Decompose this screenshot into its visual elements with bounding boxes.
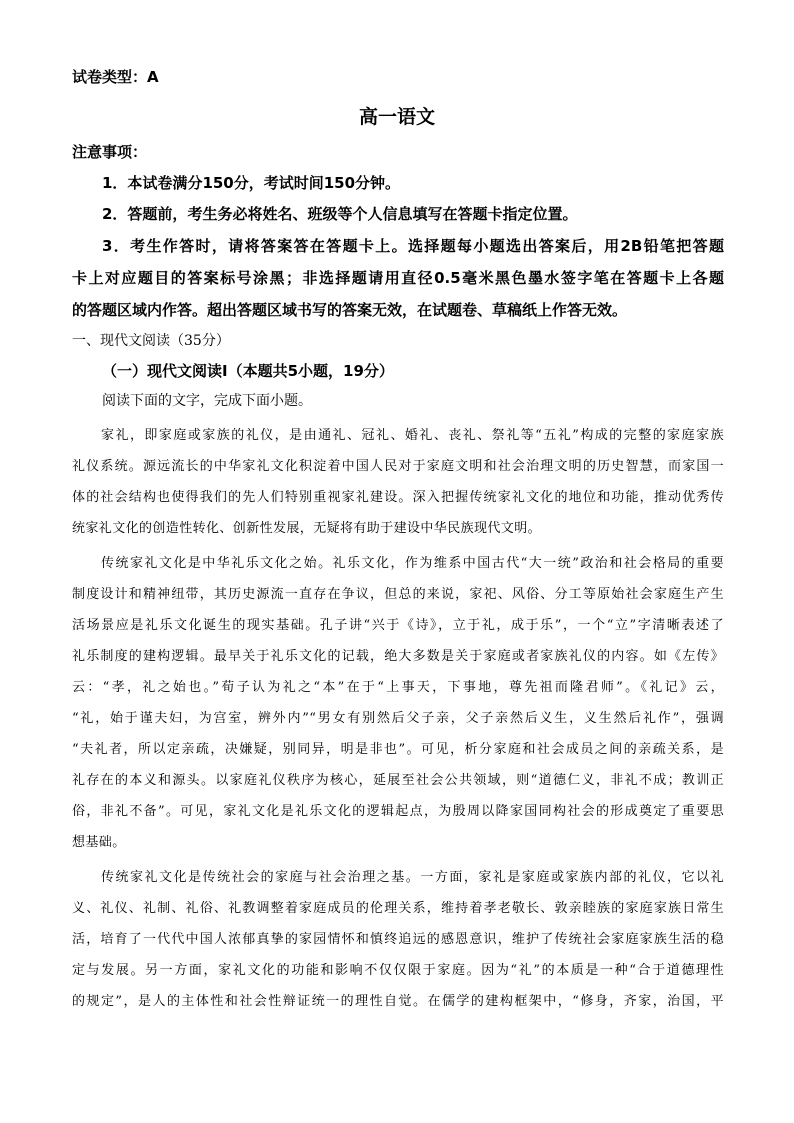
passage-line: 礼乐制度的建构逻辑。最早关于礼乐文化的记载，绝大多数是关于家庭或者家族礼仪的内容。如《左传》: [72, 649, 724, 664]
passage-line: “夫礼者，所以定亲疏，决嫌疑，别同异，明是非也”。可见，析分家庭和社会成员之间的亲疏关系，是: [72, 742, 724, 757]
passage-line: 传统家礼文化是中华礼乐文化之始。礼乐文化，作为维系中国古代“大一统”政治和社会格局的重要: [101, 556, 724, 571]
passage-line: 俗，非礼不备”。可见，家礼文化是礼乐文化的逻辑起点，为殷周以降家国同构社会的形成奠定了重要思: [72, 804, 724, 819]
note-item: 1．本试卷满分150分，考试时间150分钟。: [102, 174, 401, 192]
passage-line: 想基础。: [72, 835, 126, 850]
passage-line: 统家礼文化的创造性转化、创新性发展，无疑将有助于建设中华民族现代文明。: [72, 521, 542, 536]
passage-line: 传统家礼文化是传统社会的家庭与社会治理之基。一方面，家礼是家庭或家族内部的礼仪，它以礼: [101, 870, 724, 885]
note-item: 3．考生作答时，请将答案答在答题卡上。选择题每小题选出答案后，用2B铅笔把答题: [102, 237, 724, 255]
note-item: 卡上对应题目的答案标号涂黑；非选择题请用直径0.5毫米黑色墨水签字笔在答题卡上各题: [72, 269, 724, 287]
passage-line: 云：“孝，礼之始也。”荀子认为礼之“本”在于“上事天，下事地，尊先祖而隆君师”。《礼记》云，: [72, 680, 724, 695]
passage-line: 活场景应是礼乐文化诞生的现实基础。孔子讲“兴于《诗》，立于礼，成于乐”，一个“立”字清晰表述了: [72, 618, 724, 633]
note-item: 2．答题前，考生务必将姓名、班级等个人信息填写在答题卡指定位置。: [102, 205, 578, 223]
passage-line: 义、礼仪、礼制、礼俗、礼教调整着家庭成员的伦理关系，维持着孝老敬长、敦亲睦族的家庭家族日常生: [72, 901, 724, 916]
exam-type: 试卷类型：A: [72, 68, 159, 86]
passage-line: 家礼，即家庭或家族的礼仪，是由通礼、冠礼、婚礼、丧礼、祭礼等“五礼”构成的完整的家庭家族: [101, 428, 724, 443]
section-heading: 一、现代文阅读（35分）: [72, 333, 230, 349]
passage-line: 活，培育了一代代中国人浓郁真挚的家园情怀和慎终追远的感恩意识，维护了传统社会家庭家族生活的稳: [72, 932, 724, 947]
passage-line: 体的社会结构也使得我们的先人们特别重视家礼建设。深入把握传统家礼文化的地位和功能，推动优秀传: [72, 490, 724, 505]
note-item: 的答题区域内作答。超出答题区域书写的答案无效，在试题卷、草稿纸上作答无效。: [72, 301, 628, 319]
passage-line: 定与发展。另一方面，家礼文化的功能和影响不仅仅限于家庭。因为“礼”的本质是一种“合于道德理性: [72, 963, 724, 978]
passage-line: 的规定”，是人的主体性和社会性辩证统一的理性自觉。在儒学的建构框架中，“修身，齐家，治国，平: [72, 994, 724, 1009]
notes-heading: 注意事项：: [72, 143, 148, 161]
subsection-heading: （一）现代文阅读Ⅰ（本题共5小题，19分）: [102, 362, 394, 380]
passage-line: 制度设计和精神纽带，其历史源流一直存在争议，但总的来说，家祀、风俗、分工等原始社会家庭生产生: [72, 587, 724, 602]
passage-line: “礼，始于谨夫妇，为宫室，辨外内”“男女有别然后父子亲，父子亲然后义生，义生然后礼作”，强调: [72, 711, 724, 726]
page-title: 高一语文: [358, 106, 435, 128]
reading-instruction: 阅读下面的文字，完成下面小题。: [102, 393, 312, 409]
passage-line: 礼存在的本义和源头。以家庭礼仪秩序为核心，延展至社会公共领域，则“道德仁义，非礼不成；教训正: [72, 773, 724, 788]
passage-line: 礼仪系统。源远流长的中华家礼文化积淀着中国人民对于家庭文明和社会治理文明的历史智慧，而家国一: [72, 459, 724, 474]
